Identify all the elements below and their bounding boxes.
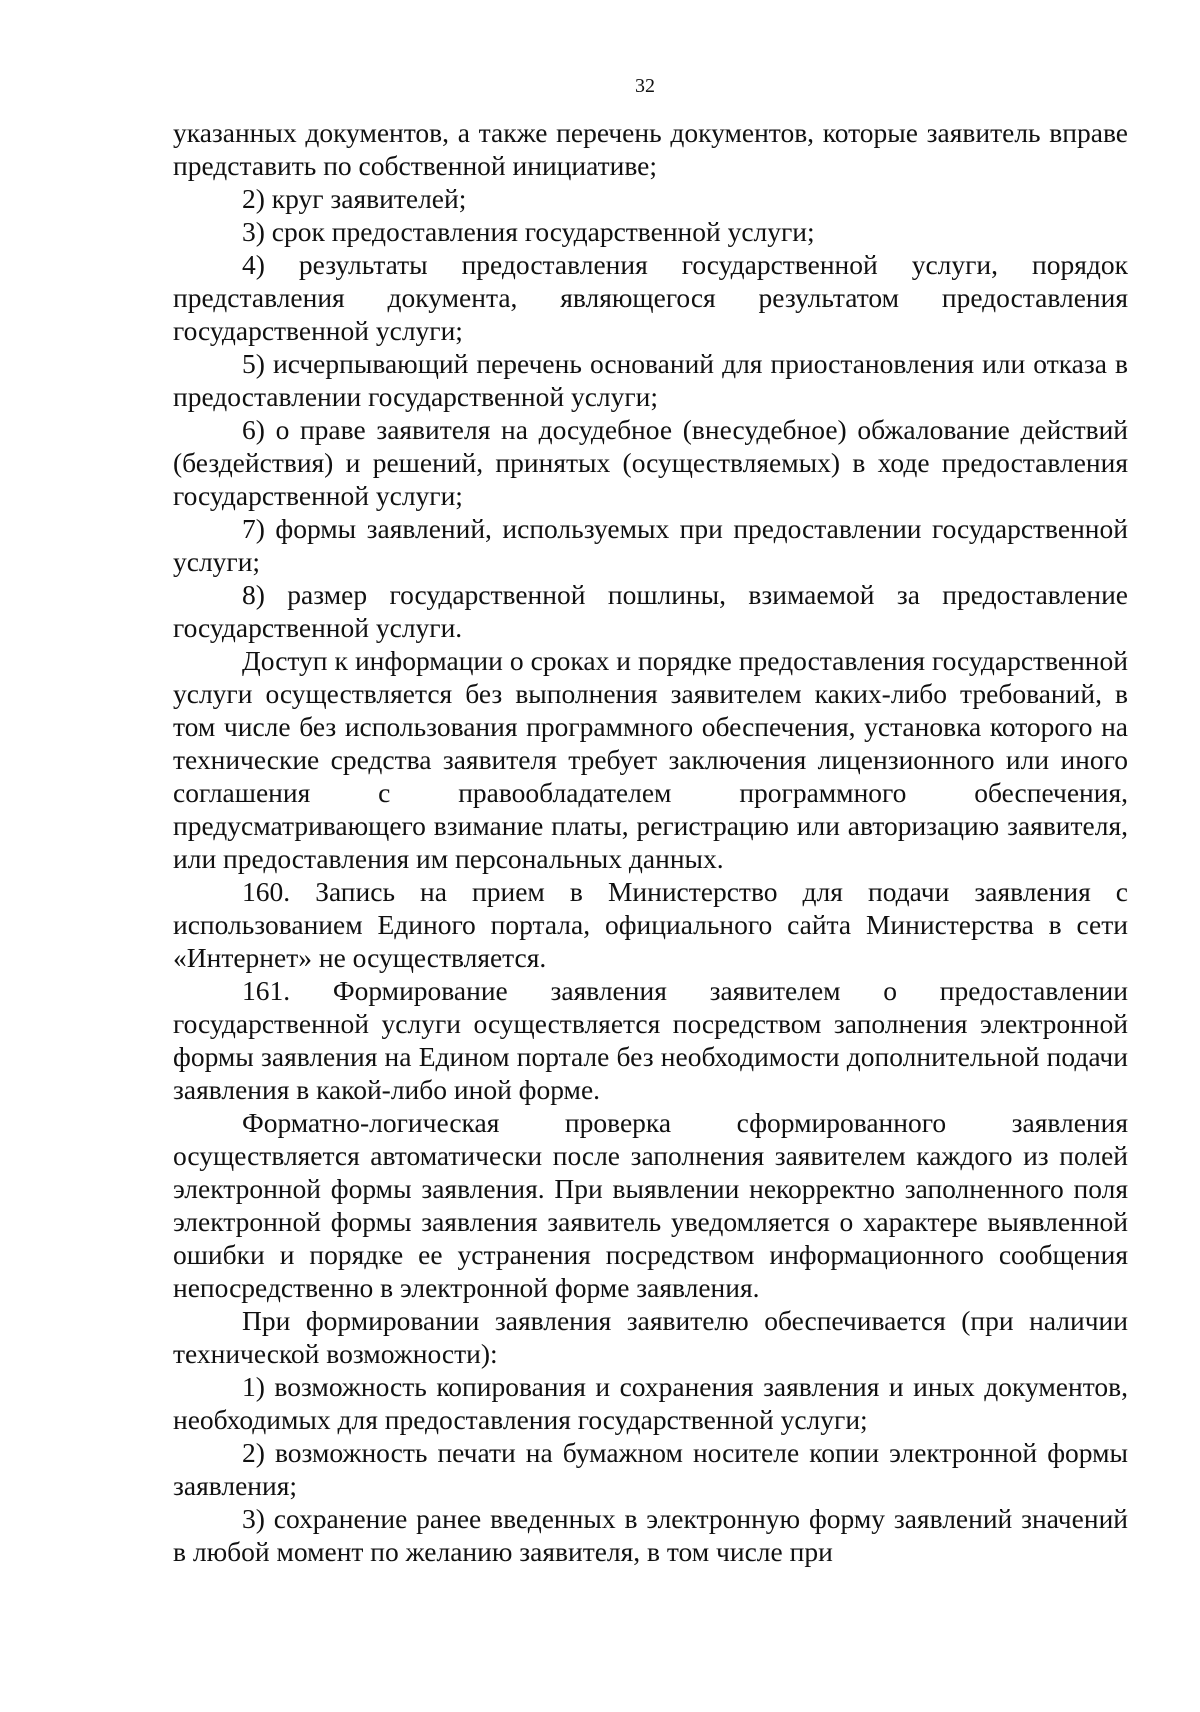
provision-item-3: 3) сохранение ранее введенных в электронную форму заявлений значений в любой момент по желанию заявителя, в том числе при (173, 1503, 1128, 1567)
provision-item-2: 2) возможность печати на бумажном носителе копии электронной формы заявления; (173, 1437, 1128, 1501)
document-body (173, 116, 1128, 1568)
list-item-6: 6) о праве заявителя на досудебное (внесудебное) обжалование действий (бездействия) и решений, принятых (осуществляемых) в ходе предоставления государственной услуги; (173, 414, 1128, 511)
paragraph-access-info: Доступ к информации о сроках и порядке предоставления государственной услуги осуществляется без выполнения заявителем каких-либо требований, в том числе без использования программного обеспечения, установка которого на технические средства заявителя требует заключения лицензионного или иного соглашения с правообладателем программного обеспечения, предусматривающего взимание платы, регистрацию или авторизацию заявителя, или предоставления им персональных данных. (173, 645, 1128, 874)
provision-item-1: 1) возможность копирования и сохранения заявления и иных документов, необходимых для предоставления государственной услуги; (173, 1371, 1128, 1435)
list-item-5: 5) исчерпывающий перечень оснований для приостановления или отказа в предоставлении государственной услуги; (173, 348, 1128, 412)
list-item-2: 2) круг заявителей; (242, 183, 467, 214)
list-item-4: 4) результаты предоставления государственной услуги, порядок представления документа, являющегося результатом предоставления государственной услуги; (173, 249, 1128, 346)
paragraph-161: 161. Формирование заявления заявителем о предоставлении государственной услуги осуществляется посредством заполнения электронной формы заявления на Едином портале без необходимости дополнительной подачи заявления в какой-либо иной форме. (173, 975, 1128, 1105)
paragraph-form-provision: При формировании заявления заявителю обеспечивается (при наличии технической возможности): (173, 1305, 1128, 1369)
list-item-8: 8) размер государственной пошлины, взимаемой за предоставление государственной услуги. (173, 579, 1128, 643)
paragraph-continuation: указанных документов, а также перечень документов, которые заявитель вправе представить по собственной инициативе; (173, 117, 1128, 181)
page-number: 32 (635, 75, 655, 97)
list-item-7: 7) формы заявлений, используемых при предоставлении государственной услуги; (173, 513, 1128, 577)
paragraph-format-check: Форматно-логическая проверка сформированного заявления осуществляется автоматически после заполнения заявителем каждого из полей электронной формы заявления. При выявлении некорректно заполненного поля электронной формы заявления заявитель уведомляется о характере выявленной ошибки и порядке ее устранения посредством информационного сообщения непосредственно в электронной форме заявления. (173, 1107, 1128, 1303)
paragraph-160: 160. Запись на прием в Министерство для подачи заявления с использованием Единого портала, официального сайта Министерства в сети «Интернет» не осуществляется. (173, 876, 1128, 973)
list-item-3: 3) срок предоставления государственной услуги; (242, 216, 815, 247)
